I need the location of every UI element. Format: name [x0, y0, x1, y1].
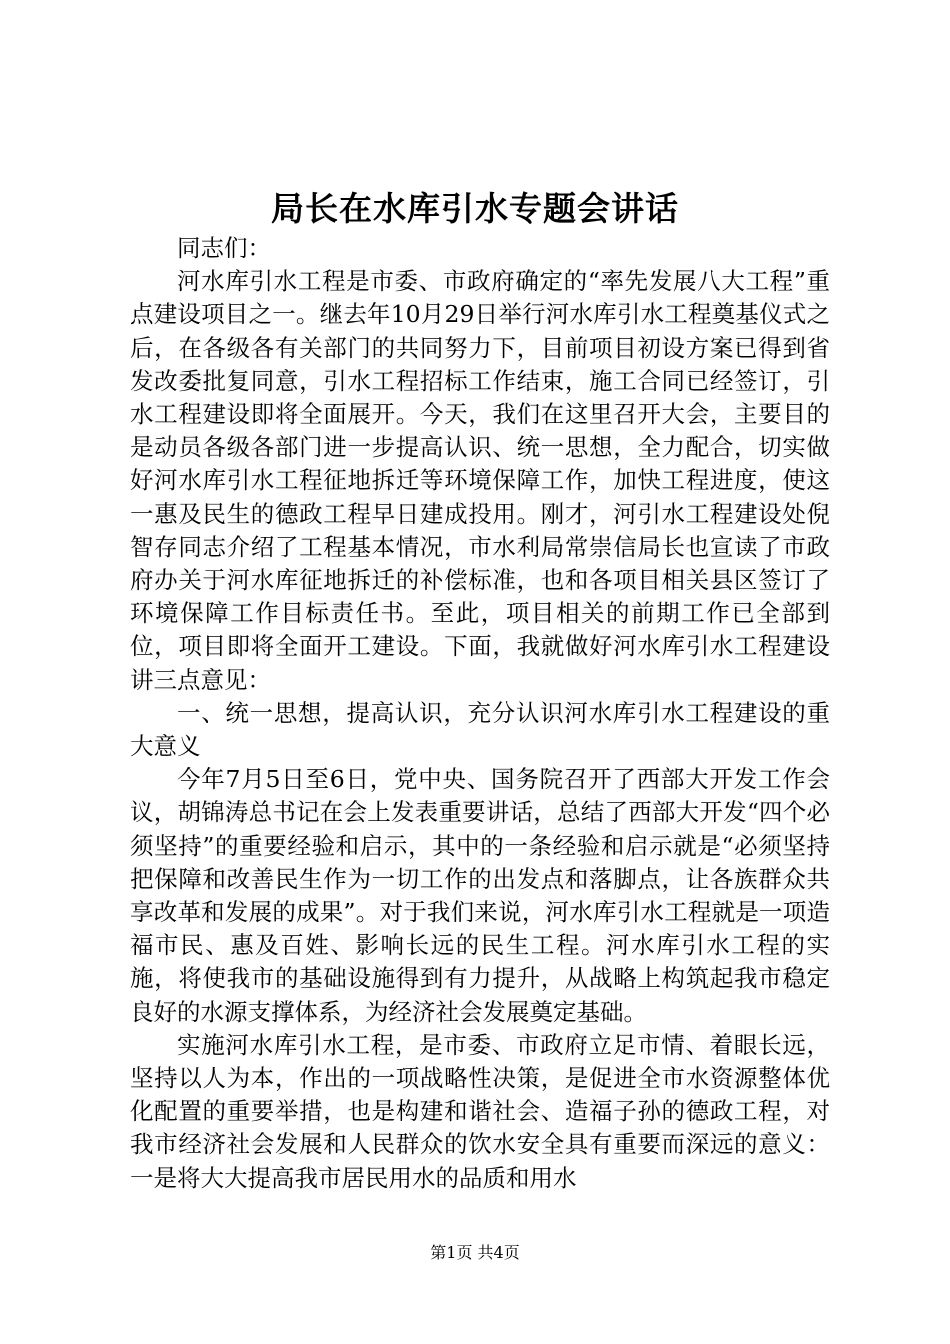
paragraph-intro: 河水库引水工程是市委、市政府确定的“率先发展八大工程”重点建设项目之一。继去年10月29日举行河水库引水工程奠基仪式之后，在各级各有关部门的共同努力下，目前项目初设方案已得到省发改委批复同意，引水工程招标工作结束，施工合同已经签订，引水工程建设即将全面展开。今天，我们在这里召开大会，主要目的是动员各级各部门进一步提高认识、统一思想，全力配合，切实做好河水库引水工程征地拆迁等环境保障工作，加快工程进度，使这一惠及民生的德政工程早日建成投用。刚才，河引水工程建设处倪智存同志介绍了工程基本情况，市水利局常崇信局长也宣读了市政府办关于河水库征地拆迁的补偿标准，也和各项目相关县区签订了环境保障工作目标责任书。至此，项目相关的前期工作已全部到位，项目即将全面开工建设。下面，我就做好河水库引水工程建设讲三点意见：: [130, 267, 830, 694]
section-heading-1: 一、统一思想，提高认识，充分认识河水库引水工程建设的重大意义: [130, 698, 830, 761]
salutation: 同志们：: [177, 234, 271, 262]
document-title: 局长在水库引水专题会讲话: [271, 189, 679, 228]
paragraph-section-1a: 今年7月5日至6日，党中央、国务院召开了西部大开发工作会议，胡锦涛总书记在会上发表重要讲话，总结了西部大开发“四个必须坚持”的重要经验和启示，其中的一条经验和启示就是“必须坚持把保障和改善民生作为一切工作的出发点和落脚点，让各族群众共享改革和发展的成果”。对于我们来说，河水库引水工程就是一项造福市民、惠及百姓、影响长远的民生工程。河水库引水工程的实施，将使我市的基础设施得到有力提升，从战略上构筑起我市稳定良好的水源支撑体系，为经济社会发展奠定基础。: [130, 765, 830, 1026]
page-footer: 第1页 共4页: [430, 1243, 520, 1262]
paragraph-section-1b: 实施河水库引水工程，是市委、市政府立足市情、着眼长远，坚持以人为本，作出的一项战略性决策，是促进全市水资源整体优化配置的重要举措，也是构建和谐社会、造福子孙的德政工程，对我市经济社会发展和人民群众的饮水安全具有重要而深远的意义：一是将大大提高我市居民用水的品质和用水: [130, 1030, 830, 1192]
document-body: [130, 232, 830, 1195]
